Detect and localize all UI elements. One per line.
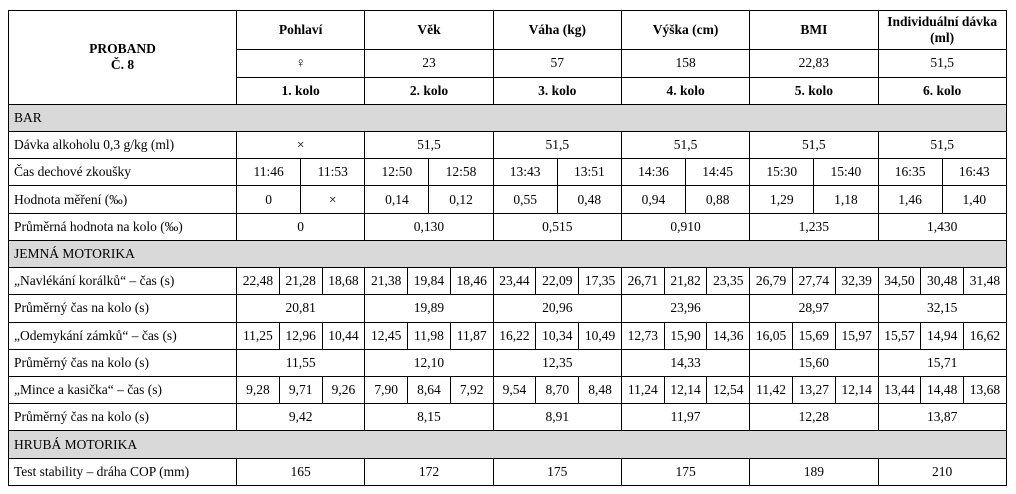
value-cell: 20,81 [237, 295, 365, 322]
value-cell: 0,94 [622, 186, 686, 212]
dose-row [9, 131, 1007, 158]
value-cell: 19,84 [408, 268, 451, 295]
value-cell: 21,28 [279, 268, 322, 295]
value-cell: 11,24 [621, 376, 664, 403]
column-header: Pohlaví [237, 11, 365, 50]
round-group [493, 186, 621, 213]
results-table [8, 10, 1007, 486]
value-cell: 13,87 [878, 404, 1006, 431]
value-cell: 51,5 [750, 131, 878, 158]
value-cell: 11,55 [237, 349, 365, 376]
row-label: „Odemykání zámků“ – čas (s) [9, 322, 237, 349]
value-cell: 14,36 [707, 322, 750, 349]
value-cell: 8,64 [408, 376, 451, 403]
round-group [878, 186, 1006, 213]
round-group [365, 186, 493, 213]
value-cell: × [237, 131, 365, 158]
value-cell: 175 [493, 458, 621, 485]
value-cell: 15:40 [830, 164, 862, 180]
column-header: Věk [365, 11, 493, 50]
value-cell: 26,79 [750, 268, 793, 295]
row-label: „Navlékání korálků“ – čas (s) [9, 268, 237, 295]
row-label: Průměrná hodnota na kolo (‰) [9, 213, 237, 240]
value-cell: 0 [237, 186, 301, 212]
value-cell: 11,25 [237, 322, 280, 349]
value-cell: 11,42 [750, 376, 793, 403]
beads-average-row [9, 295, 1007, 322]
profile-value: ♀ [237, 50, 365, 77]
value-cell: 0,910 [621, 213, 749, 240]
value-cell: 11,98 [408, 322, 451, 349]
value-cell: 18,68 [322, 268, 365, 295]
value-cell: 12,45 [365, 322, 408, 349]
round-label: 2. kolo [365, 77, 493, 104]
stability-row [9, 458, 1007, 485]
value-cell: 51,5 [621, 131, 749, 158]
value-cell: 15,69 [792, 322, 835, 349]
value-cell: 23,35 [707, 268, 750, 295]
value-cell: 1,430 [878, 213, 1006, 240]
value-cell: 0,14 [365, 186, 429, 212]
value-cell: 1,40 [962, 191, 987, 207]
round-group [237, 186, 365, 213]
value-cell: 8,15 [365, 404, 493, 431]
value-cell: 0,88 [705, 191, 730, 207]
value-cell: 10,44 [322, 322, 365, 349]
value-cell: 0,12 [449, 191, 473, 207]
value-cell: 165 [237, 458, 365, 485]
value-cell: 9,26 [322, 376, 365, 403]
value-cell: × [328, 191, 337, 207]
value-cell: 18,46 [450, 268, 493, 295]
value-cell: 34,50 [878, 268, 921, 295]
value-cell: 16,05 [750, 322, 793, 349]
value-cell: 11:53 [317, 164, 348, 180]
value-cell: 12,96 [279, 322, 322, 349]
value-cell: 14,33 [621, 349, 749, 376]
value-cell: 51,5 [493, 131, 621, 158]
value-cell: 23,44 [493, 268, 536, 295]
row-label: Dávka alkoholu 0,3 g/kg (ml) [9, 131, 237, 158]
round-group [493, 159, 621, 186]
value-cell: 1,235 [750, 213, 878, 240]
value-cell: 14,48 [921, 376, 964, 403]
value-cell: 26,71 [621, 268, 664, 295]
proband-title: PROBAND [89, 41, 156, 57]
value-cell: 13,27 [792, 376, 835, 403]
row-label: Čas dechové zkoušky [9, 159, 237, 186]
value-cell: 0,55 [494, 186, 558, 212]
value-cell: 13,68 [964, 376, 1007, 403]
value-cell: 30,48 [921, 268, 964, 295]
bar-average-row [9, 213, 1007, 240]
value-cell: 12,28 [750, 404, 878, 431]
value-cell: 14:45 [702, 164, 734, 180]
value-cell: 27,74 [792, 268, 835, 295]
value-cell: 0 [237, 213, 365, 240]
profile-value: 158 [621, 50, 749, 77]
value-cell: 12,35 [493, 349, 621, 376]
value-cell: 1,46 [879, 186, 943, 212]
coins-average-row [9, 404, 1007, 431]
value-cell: 17,35 [579, 268, 622, 295]
value-cell: 189 [750, 458, 878, 485]
value-cell: 15,97 [835, 322, 878, 349]
value-cell: 23,96 [621, 295, 749, 322]
value-cell: 12,54 [707, 376, 750, 403]
locks-row [9, 322, 1007, 349]
value-cell: 31,48 [964, 268, 1007, 295]
value-cell: 8,48 [579, 376, 622, 403]
row-label: Průměrný čas na kolo (s) [9, 295, 237, 322]
value-cell: 1,29 [750, 186, 814, 212]
round-label: 6. kolo [878, 77, 1006, 104]
value-cell: 12:50 [365, 159, 429, 185]
value-cell: 0,130 [365, 213, 493, 240]
value-cell: 15,57 [878, 322, 921, 349]
value-cell: 15,90 [664, 322, 707, 349]
value-cell: 8,91 [493, 404, 621, 431]
round-label: 5. kolo [750, 77, 878, 104]
value-cell: 32,15 [878, 295, 1006, 322]
value-cell: 175 [621, 458, 749, 485]
row-label: Test stability – dráha COP (mm) [9, 458, 237, 485]
profile-value: 57 [493, 50, 621, 77]
section-fine-motor [9, 240, 1007, 267]
value-cell: 12,73 [621, 322, 664, 349]
value-cell: 15,71 [878, 349, 1006, 376]
time-row [9, 159, 1007, 186]
value-cell: 9,71 [279, 376, 322, 403]
value-cell: 12,14 [664, 376, 707, 403]
section-bar [9, 104, 1007, 131]
beads-row [9, 268, 1007, 295]
value-cell: 20,96 [493, 295, 621, 322]
section-title: BAR [9, 104, 1007, 131]
coins-row [9, 376, 1007, 403]
round-label: 1. kolo [237, 77, 365, 104]
value-cell: 22,48 [237, 268, 280, 295]
row-label: Průměrný čas na kolo (s) [9, 404, 237, 431]
value-cell: 16:43 [958, 164, 990, 180]
proband-number: Č. 8 [110, 57, 135, 73]
round-group [621, 186, 749, 213]
proband-cell [9, 11, 237, 105]
value-cell: 16,62 [964, 322, 1007, 349]
measure-row [9, 186, 1007, 213]
round-group [878, 159, 1006, 186]
value-cell: 28,97 [750, 295, 878, 322]
value-cell: 10,34 [536, 322, 579, 349]
value-cell: 15,60 [750, 349, 878, 376]
row-label: Hodnota měření (‰) [9, 186, 237, 213]
value-cell: 8,70 [536, 376, 579, 403]
round-label: 3. kolo [493, 77, 621, 104]
section-title: HRUBÁ MOTORIKA [9, 431, 1007, 458]
value-cell: 13:43 [494, 159, 558, 185]
value-cell: 15:30 [750, 159, 814, 185]
value-cell: 51,5 [878, 131, 1006, 158]
value-cell: 12,14 [835, 376, 878, 403]
profile-value: 22,83 [750, 50, 878, 77]
value-cell: 32,39 [835, 268, 878, 295]
value-cell: 16:35 [879, 159, 943, 185]
value-cell: 1,18 [834, 191, 858, 207]
round-group [750, 159, 878, 186]
value-cell: 11,97 [621, 404, 749, 431]
column-header: BMI [750, 11, 878, 50]
row-label: „Mince a kasička“ – čas (s) [9, 376, 237, 403]
value-cell: 12:58 [445, 164, 477, 180]
round-group [750, 186, 878, 213]
value-cell: 7,92 [450, 376, 493, 403]
column-header: Individuální dávka (ml) [878, 11, 1006, 50]
value-cell: 11,87 [450, 322, 493, 349]
value-cell: 10,49 [579, 322, 622, 349]
profile-value: 23 [365, 50, 493, 77]
column-header: Výška (cm) [621, 11, 749, 50]
profile-value: 51,5 [878, 50, 1006, 77]
value-cell: 21,82 [664, 268, 707, 295]
value-cell: 12,10 [365, 349, 493, 376]
value-cell: 21,38 [365, 268, 408, 295]
section-title: JEMNÁ MOTORIKA [9, 240, 1007, 267]
section-gross-motor [9, 431, 1007, 458]
round-group [621, 159, 749, 186]
value-cell: 14:36 [622, 159, 686, 185]
row-label: Průměrný čas na kolo (s) [9, 349, 237, 376]
value-cell: 9,42 [237, 404, 365, 431]
value-cell: 22,09 [536, 268, 579, 295]
round-label: 4. kolo [621, 77, 749, 104]
locks-average-row [9, 349, 1007, 376]
value-cell: 210 [878, 458, 1006, 485]
header-row [9, 11, 1007, 50]
value-cell: 9,28 [237, 376, 280, 403]
value-cell: 11:46 [237, 159, 301, 185]
value-cell: 0,515 [493, 213, 621, 240]
value-cell: 19,89 [365, 295, 493, 322]
round-group [237, 159, 365, 186]
value-cell: 51,5 [365, 131, 493, 158]
value-cell: 172 [365, 458, 493, 485]
value-cell: 14,94 [921, 322, 964, 349]
column-header: Váha (kg) [493, 11, 621, 50]
round-group [365, 159, 493, 186]
value-cell: 13:51 [573, 164, 605, 180]
value-cell: 9,54 [493, 376, 536, 403]
value-cell: 7,90 [365, 376, 408, 403]
value-cell: 13,44 [878, 376, 921, 403]
value-cell: 0,48 [577, 191, 602, 207]
value-cell: 16,22 [493, 322, 536, 349]
